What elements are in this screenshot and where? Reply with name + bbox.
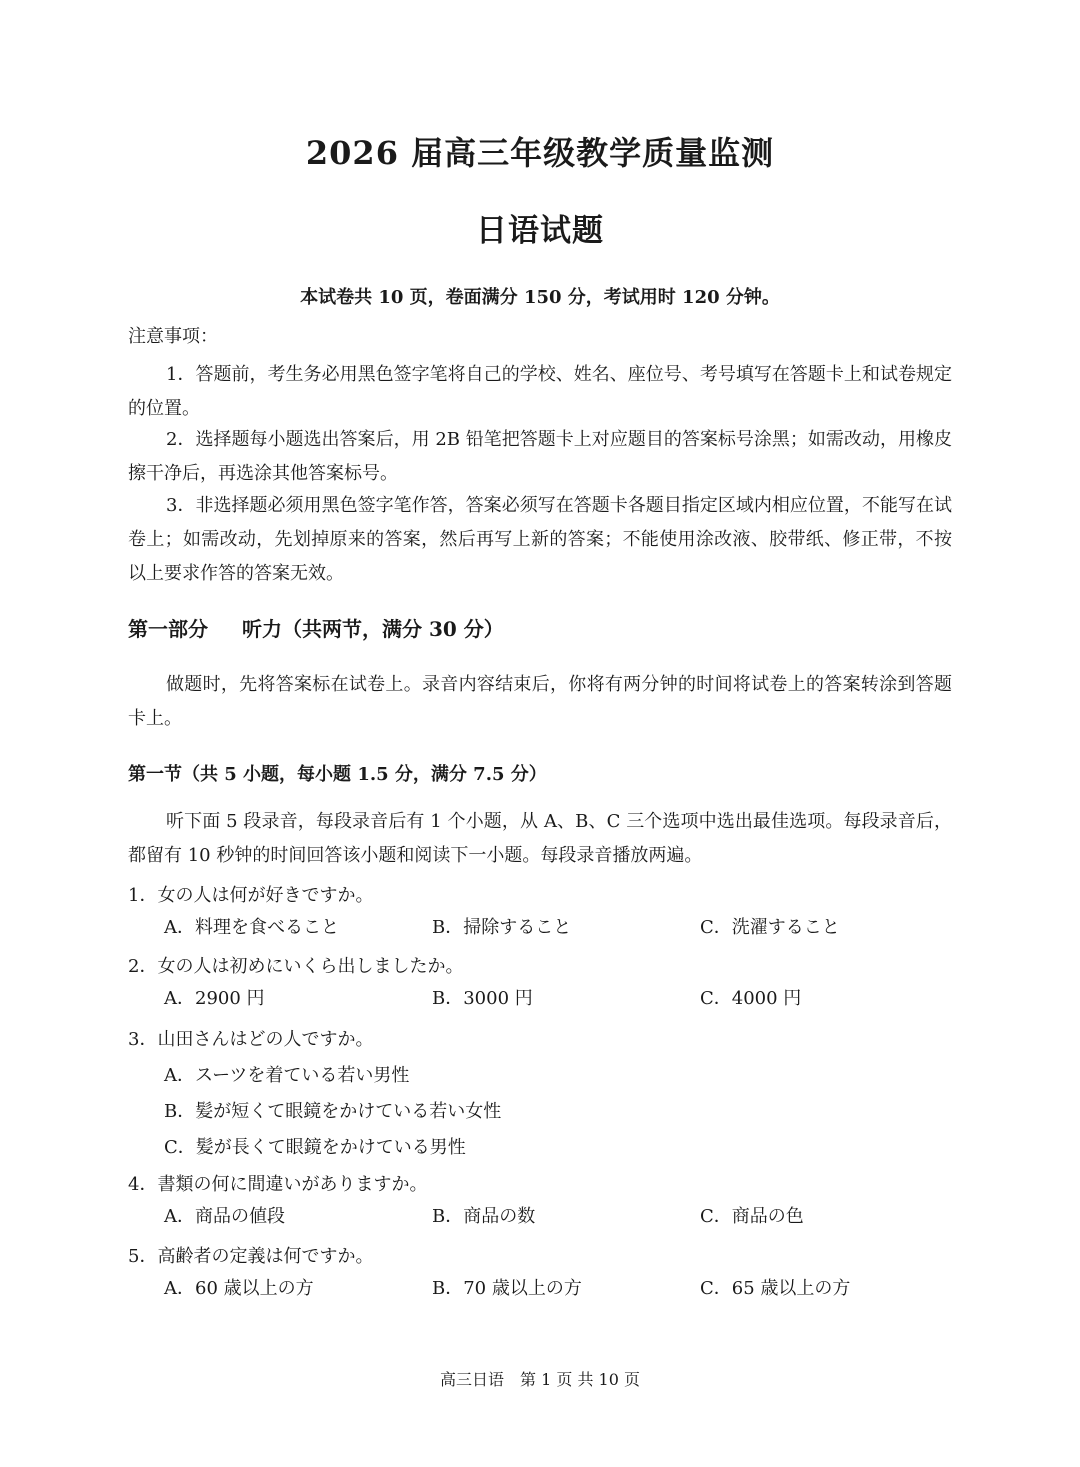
exam-info: 本试卷共 10 页，卷面满分 150 分，考试用时 120 分钟。: [300, 287, 780, 308]
question-1: 1．女の人は何が好きですか。: [128, 885, 374, 906]
question-1-option-b: B．掃除すること: [432, 917, 572, 938]
part1-heading: [128, 613, 504, 642]
question-1-option-c: C．洗濯すること: [700, 917, 840, 938]
part1-instruction: 做题时，先将答案标在试卷上。录音内容结束后，你将有两分钟的时间将试卷上的答案转涂到答题卡上。: [128, 674, 952, 729]
section1-instruction: 听下面 5 段录音，每段录音后有 1 个小题，从 A、B、C 三个选项中选出最佳选项。每段录音后，都留有 10 秒钟的时间回答该小题和阅读下一小题。每段录音播放两遍。: [128, 811, 952, 866]
page-subtitle: 日语试题: [476, 213, 604, 249]
question-4-option-a: A．商品の値段: [164, 1206, 285, 1227]
question-1-option-a: A．料理を食べること: [164, 917, 339, 938]
notice-item-1: 1．答题前，考生务必用黑色签字笔将自己的学校、姓名、座位号、考号填写在答题卡上和试卷规定的位置。: [128, 364, 952, 419]
question-3: 3．山田さんはどの人ですか。: [128, 1029, 374, 1050]
question-4-option-c: C．商品の色: [700, 1206, 804, 1227]
question-2-option-a: A．2900 円: [164, 988, 265, 1009]
part1-title: 听力（共两节，满分 30 分）: [242, 617, 504, 641]
question-3-option-a: A．スーツを着ている若い男性: [164, 1065, 410, 1086]
question-2: 2．女の人は初めにいくら出しましたか。: [128, 956, 464, 977]
question-3-option-b: B．髪が短くて眼鏡をかけている若い女性: [164, 1101, 502, 1122]
notice-item-2: 2．选择题每小题选出答案后，用 2B 铅笔把答题卡上对应题目的答案标号涂黑；如需改动，用橡皮擦干净后，再选涂其他答案标号。: [128, 429, 952, 484]
question-4-option-b: B．商品の数: [432, 1206, 536, 1227]
notice-label: 注意事项：: [128, 326, 218, 347]
section1-heading: 第一节（共 5 小题，每小题 1.5 分，满分 7.5 分）: [128, 764, 547, 785]
notice-item-3: 3．非选择题必须用黑色签字笔作答，答案必须写在答题卡各题目指定区域内相应位置，不能写在试卷上；如需改动，先划掉原来的答案，然后再写上新的答案；不能使用涂改液、胶带纸、修正带，不按以上要求作答的答案无效。: [128, 495, 952, 584]
page-title: 2026 届高三年级教学质量监测: [305, 134, 775, 172]
question-5-option-a: A．60 歳以上の方: [164, 1278, 314, 1299]
page-footer: 高三日语 第 1 页 共 10 页: [440, 1370, 640, 1389]
part1-label: 第一部分: [128, 617, 208, 641]
question-2-option-b: B．3000 円: [432, 988, 533, 1009]
question-5-option-c: C．65 歳以上の方: [700, 1278, 851, 1299]
question-2-option-c: C．4000 円: [700, 988, 802, 1009]
question-4: 4．書類の何に間違いがありますか。: [128, 1174, 428, 1195]
question-5: 5．高齢者の定義は何ですか。: [128, 1246, 374, 1267]
question-3-option-c: C．髪が長くて眼鏡をかけている男性: [164, 1137, 466, 1158]
question-5-option-b: B．70 歳以上の方: [432, 1278, 582, 1299]
